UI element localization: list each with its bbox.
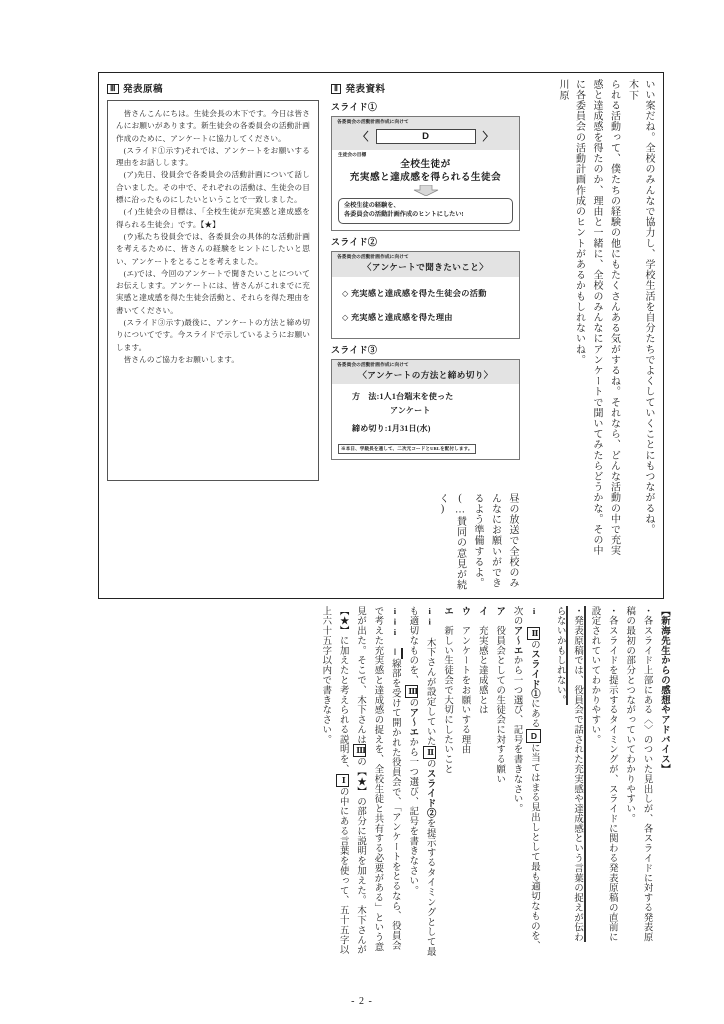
question-number-i: i bbox=[529, 606, 539, 617]
question-i bbox=[507, 606, 542, 958]
main-content-box bbox=[98, 72, 664, 599]
speaker-name-kawahara: 川原 bbox=[557, 79, 568, 101]
conversation-text-kawahara: られる活動って、僕たちの経験の他にもたくさんある気がするね。それなら、どんな活動の中で充実感と達成感を得たのか、理由と一緒に、全校のみんなにアンケートで聞いてみたらどうかな。その中に各委員会の活動計画作成のヒントがあるかもしれないね。 bbox=[573, 79, 620, 556]
slide-1-kicker: 各委員会の活動計画作成に向けて bbox=[337, 120, 409, 125]
question-number-ii: ii bbox=[424, 606, 435, 627]
slide-3-title: 〈アンケートの方法と締め切り〉 bbox=[358, 369, 493, 380]
slide-3-method-row-cont: アンケート bbox=[390, 405, 431, 415]
genko-paragraph: (エ)では、今回のアンケートで聞きたいことについてお伝えします。アンケートには、皆さんがこれまでに充実感と達成感を得た生徒会活動と、それらを得た理由を書いてください。 bbox=[116, 268, 310, 315]
choice-mark-e: エ bbox=[442, 606, 453, 616]
question-ii-p1: 木下さんが設定していた bbox=[424, 637, 435, 747]
question-i-mid2: に当てはまる見出しとして最も適切なものを、次の bbox=[511, 606, 539, 951]
section-presentation-materials bbox=[331, 81, 523, 462]
question-ii-slide-ref: スライド② bbox=[424, 768, 435, 819]
slide-3-header bbox=[332, 360, 519, 384]
slide-2-body bbox=[332, 277, 519, 338]
slide-3-body bbox=[332, 384, 519, 459]
genko-paragraph: 皆さんのご協力をお願いします。 bbox=[123, 354, 240, 364]
slide-2-title: 〈アンケートで聞きたいこと〉 bbox=[362, 262, 489, 273]
genko-paragraph: (イ)生徒会の目標は、「全校生徒が充実感と達成感を得られる生徒会」です。【★】 bbox=[116, 207, 310, 229]
conversation-text-kinoshita-tail: 昼の放送で全校のみんなにお願いができるよう準備するよ。(…賛同の意見が続く) bbox=[437, 493, 518, 591]
question-iii-rule-mark: ‖ bbox=[390, 648, 403, 659]
slide-3-method-row: 方 法:1人1台端末を使った bbox=[352, 392, 454, 402]
conversation-text-kinoshita: いい案だね。全校のみんなで協力し、学校生活を自分たちでよくしていくことにもつながるね。 bbox=[643, 79, 654, 535]
slide-2-header bbox=[332, 252, 519, 276]
speaker-name-kinoshita: 木下 bbox=[626, 79, 638, 101]
slide-1-sublabel: 生徒会の目標 bbox=[338, 153, 367, 159]
slide-1-body bbox=[332, 150, 519, 230]
slide-3-note: ※本日、学級長を通して、二次元コードとURLを配付します。 bbox=[338, 444, 476, 454]
section-title-shiryo: 発表資料 bbox=[345, 85, 386, 95]
question-i-choice bbox=[438, 606, 455, 958]
question-i-choice bbox=[472, 606, 489, 958]
slide-3-deadline-row: 締め切り:1月31日(水) bbox=[352, 423, 431, 433]
advice-item-underlined: ・発表原稿では、役員会で話された充実感や達成感という言葉の捉えが伝わらないかもしれない。 bbox=[555, 606, 586, 942]
section-heading-shiryo bbox=[331, 81, 523, 95]
genko-paragraph: (スライド①示す)それでは、アンケートをお願いする理由をお話しします。 bbox=[116, 145, 310, 168]
question-ii-choice-range: ア〜エ bbox=[407, 707, 418, 738]
slide-1-hint-line1: 全校生徒の経験を、 bbox=[344, 202, 400, 210]
advice-item: ・各スライドを提示するタイミングが、スライドに関わる発表原稿の直前に設定されていてわかりやすい。 bbox=[589, 606, 617, 943]
conversation-vertical bbox=[553, 79, 657, 591]
question-iii-box2: Ⅰ bbox=[336, 774, 349, 787]
slide-1-goal-line1: 全校生徒が bbox=[400, 159, 451, 171]
choice-text-u: アンケートをお願いする理由 bbox=[459, 625, 470, 755]
slide-2-item: ◇ 充実感と達成感を得た理由 bbox=[342, 312, 453, 322]
slide-2-kicker: 各委員会の活動計画作成に向けて bbox=[337, 255, 409, 261]
page-number: - 2 - bbox=[351, 996, 373, 1007]
question-i-choice bbox=[490, 606, 507, 958]
genko-paragraph: 皆さんこんにちは。生徒会長の木下です。今日は皆さんにお願いがあります。新生徒会の各委員会の活動計画作成のために、アンケートに協力してください。 bbox=[116, 109, 310, 143]
question-i-blank-d: D bbox=[526, 729, 541, 744]
slide-label-1: スライド① bbox=[331, 102, 378, 112]
section-marker-genko: Ⅲ bbox=[107, 84, 119, 94]
advice-item: ・各スライド上部にある〈〉のついた見出しが、各スライドに対する発表原稿の最初の部分とつながっていてわかりやすい。 bbox=[624, 606, 652, 943]
slide-1-blank-row bbox=[337, 127, 514, 146]
genko-text-body bbox=[107, 100, 319, 481]
choice-text-i: 充実感と達成感とは bbox=[476, 625, 487, 715]
question-i-choice bbox=[455, 606, 472, 958]
question-iii-p2: の【★】の部分に説明を加えた。木下さんが【★】に加えたと考えられる説明を、 bbox=[337, 606, 366, 955]
choice-mark-u: ウ bbox=[459, 606, 470, 616]
choice-mark-a: ア bbox=[494, 606, 505, 616]
section-heading-genko bbox=[107, 81, 319, 95]
slide-label-3: スライド③ bbox=[331, 344, 378, 355]
question-iii-box1: Ⅲ bbox=[353, 744, 366, 757]
down-arrow-icon bbox=[338, 185, 513, 196]
question-iii-p3: の中にある言葉を使って、五十五字以上六十五字以内で書きなさい。 bbox=[320, 606, 348, 955]
question-ii-box2: Ⅲ bbox=[405, 685, 418, 698]
slide-1-blank-d: D bbox=[376, 129, 476, 144]
question-i-choice-range: ア〜エ bbox=[511, 625, 522, 656]
section-title-genko: 発表原稿 bbox=[123, 85, 164, 95]
choice-mark-i: イ bbox=[476, 606, 487, 616]
question-i-mid1: にある bbox=[529, 698, 539, 729]
question-ii-p3: を提示するタイミングとして最も適切なものを、 bbox=[407, 606, 435, 957]
choice-text-a: 役員会としての生徒会に対する願い bbox=[494, 625, 505, 785]
question-ii-p4: の bbox=[407, 697, 418, 708]
slide-1-hint-box bbox=[338, 198, 513, 224]
question-ii-p2: の bbox=[424, 758, 435, 769]
lower-section bbox=[86, 606, 672, 976]
slide-2-item: ◇ 充実感と達成感を得た生徒会の活動 bbox=[342, 288, 487, 298]
slide-label-2: スライド② bbox=[331, 237, 378, 248]
slide-1-goal-line2: 充実感と達成感を得られる生徒会 bbox=[349, 171, 502, 183]
question-i-lead: の bbox=[529, 639, 539, 650]
bracket-left: 〈 bbox=[357, 131, 369, 144]
question-iii-p1: 線部を受けて開かれた役員会で、「アンケートをとるなら、役員会で考えた充実感と達成感の捉えを、全校生徒と共有する必要がある」という意見が出た。そこで、木下さんは bbox=[355, 606, 400, 953]
question-i-slide-ref: スライド① bbox=[529, 649, 539, 699]
question-i-ref-box: Ⅱ bbox=[527, 627, 540, 640]
question-i-tail: から一つ選び、記号を書きなさい。 bbox=[511, 655, 522, 814]
genko-paragraph: (ウ)私たち役員会では、各委員会の具体的な活動計画を考えるために、皆さんの経験をヒントにしたいと思い、アンケートをとることを考えました。 bbox=[116, 231, 310, 266]
section-marker-shiryo: Ⅱ bbox=[331, 84, 341, 94]
advice-title: 【新海先生からの感想やアドバイス】 bbox=[659, 606, 669, 775]
genko-paragraph: (スライド③示す)最後に、アンケートの方法と締め切りについてです。今スライドで示しているようにお願いします。 bbox=[116, 318, 310, 352]
section-presentation-script bbox=[107, 81, 319, 481]
slide-3 bbox=[331, 359, 520, 461]
slide-2 bbox=[331, 251, 520, 338]
slide-1 bbox=[331, 116, 520, 231]
question-iii bbox=[316, 606, 403, 958]
bracket-right: 〉 bbox=[482, 131, 494, 144]
slide-1-hint-line2: 各委員会の活動計画作成のヒントにしたい! bbox=[344, 211, 464, 219]
choice-text-e: 新しい生徒会で大切にしたいこと bbox=[442, 625, 453, 775]
teacher-advice-block bbox=[550, 606, 672, 946]
questions-block bbox=[112, 606, 542, 958]
question-ii-box1: Ⅱ bbox=[423, 746, 436, 759]
question-ii-p5: から一つ選び、記号を書きなさい。 bbox=[407, 737, 418, 896]
question-number-iii: iii bbox=[389, 606, 400, 638]
slide-1-header bbox=[332, 117, 519, 150]
question-ii bbox=[403, 606, 438, 958]
slide-3-kicker: 各委員会の活動計画作成に向けて bbox=[337, 362, 409, 368]
genko-paragraph: (ア)先日、役員会で各委員会の活動計画について話し合いました。その中で、それぞれの活動は、生徒会の目標に沿ったものにしたいということで一致しました。 bbox=[116, 170, 310, 205]
